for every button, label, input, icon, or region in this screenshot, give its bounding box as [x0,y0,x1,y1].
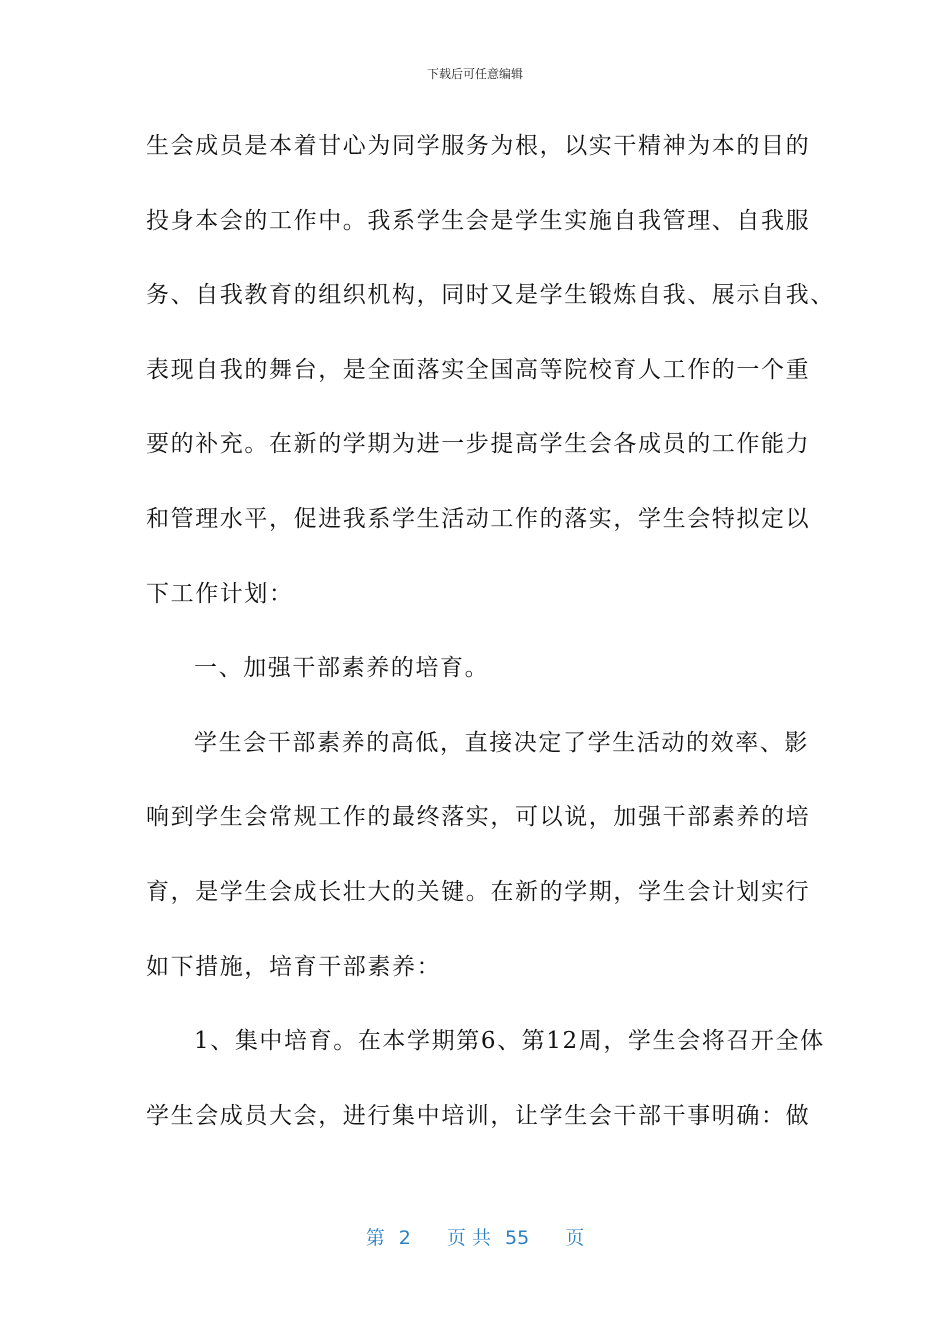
footer-prefix: 第 [365,1227,385,1249]
body-line: 要的补充。在新的学期为进一步提高学生会各成员的工作能力 [146,431,811,458]
body-line: 和管理水平，促进我系学生活动工作的落实，学生会特拟定以 [146,505,811,532]
footer-total-pages: 55 [505,1227,530,1249]
page-footer [0,1226,950,1250]
footer-suffix: 页 [565,1227,585,1249]
body-line: 育，是学生会成长壮大的关键。在新的学期，学生会计划实行 [146,878,811,905]
footer-middle: 页 共 [446,1227,491,1249]
page-header: 下载后可任意编辑 [426,67,523,81]
body-line: 投身本会的工作中。我系学生会是学生实施自我管理、自我服 [146,207,811,234]
section-heading: 一、加强干部素养的培育。 [194,655,490,682]
footer-current-page: 2 [398,1227,411,1249]
body-line: 响到学生会常规工作的最终落实，可以说，加强干部素养的培 [146,804,811,831]
body-line: 生会成员是本着甘心为同学服务为根，以实干精神为本的目的 [146,133,811,159]
document-body [146,126,835,1170]
body-line: 如下措施，培育干部素养： [146,953,442,980]
list-item-start-line: 1、集中培育。在本学期第6、第12周，学生会将召开全体 [194,1028,825,1055]
body-line: 表现自我的舞台，是全面落实全国高等院校育人工作的一个重 [146,356,811,383]
body-line: 下工作计划： [146,580,294,607]
body-line: 务、自我教育的组织机构，同时又是学生锻炼自我、展示自我、 [146,282,835,309]
body-line: 学生会成员大会，进行集中培训，让学生会干部干事明确：做 [146,1102,811,1129]
paragraph-start-line: 学生会干部素养的高低，直接决定了学生活动的效率、影 [194,729,809,756]
